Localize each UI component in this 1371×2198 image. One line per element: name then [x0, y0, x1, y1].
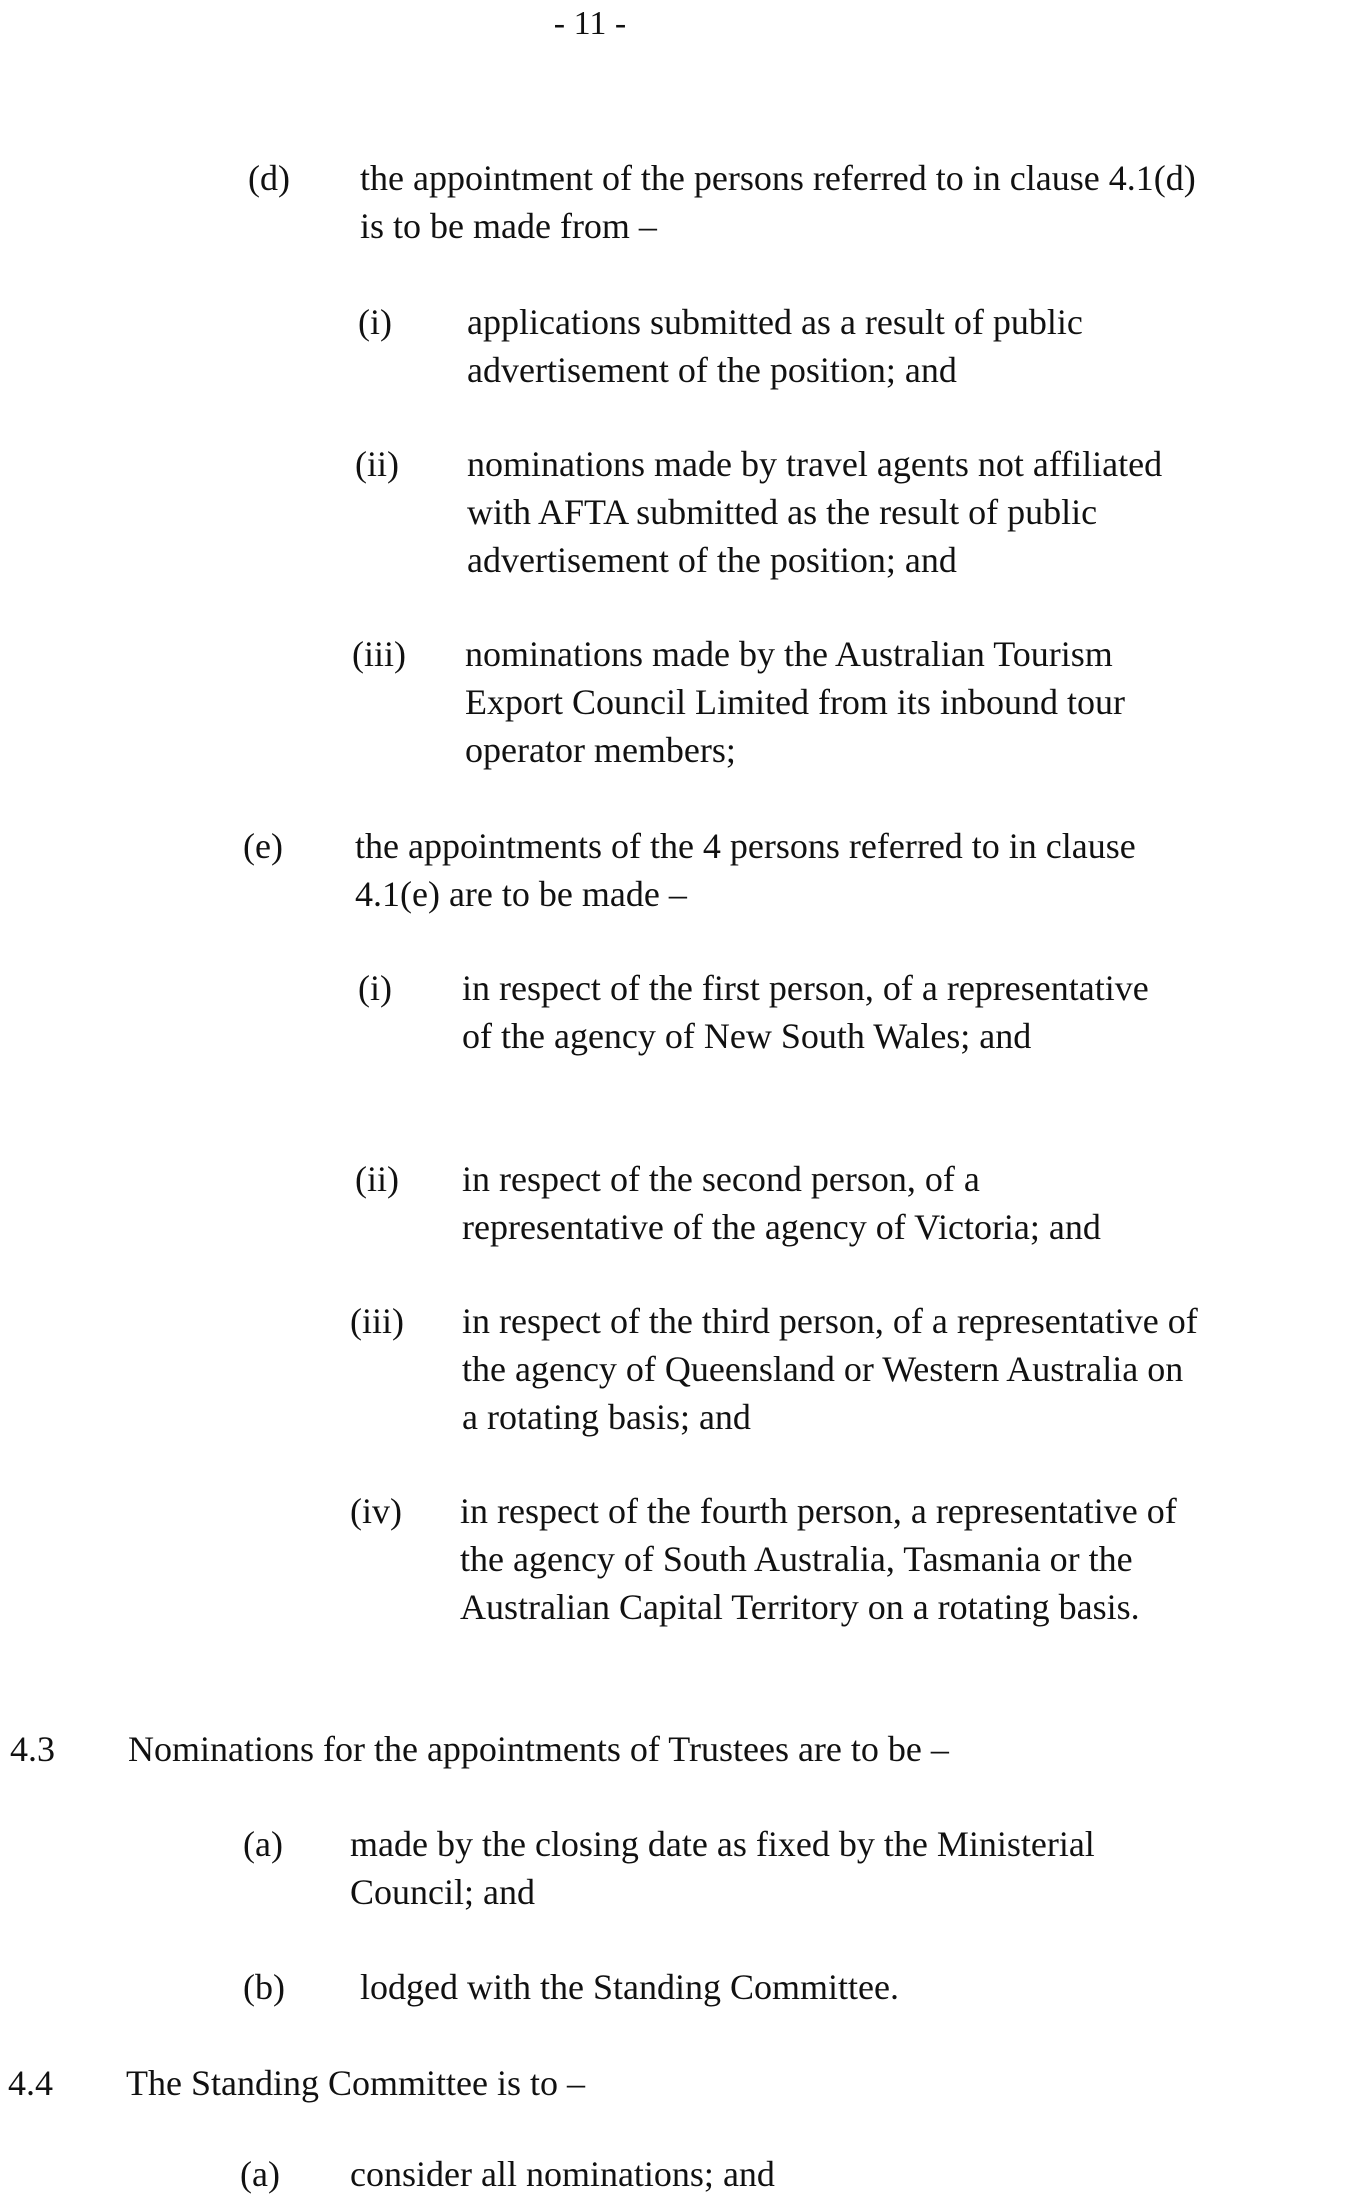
section-4-3-b-label: (b)	[243, 1967, 285, 2007]
section-4-3-text: Nominations for the appointments of Trustees are to be –	[128, 1729, 949, 1769]
clause-e-ii-label: (ii)	[355, 1159, 399, 1199]
clause-d-i-label: (i)	[358, 302, 392, 342]
section-4-3-a-text: made by the closing date as fixed by the Ministerial Council; and	[350, 1824, 1095, 1912]
section-4-4-a-text: consider all nominations; and	[350, 2154, 775, 2194]
clause-e-iii-text: in respect of the third person, of a representative of the agency of Queensland or Western Australia on a rotating basis; and	[462, 1301, 1198, 1437]
clause-e-iv-label: (iv)	[350, 1491, 402, 1531]
clause-e-text: the appointments of the 4 persons referred to in clause 4.1(e) are to be made –	[355, 826, 1136, 914]
clause-d-iii-label: (iii)	[352, 634, 406, 674]
section-4-4-text: The Standing Committee is to –	[126, 2063, 585, 2103]
section-4-4-a-label: (a)	[240, 2154, 280, 2194]
clause-d-text: the appointment of the persons referred to in clause 4.1(d) is to be made from –	[360, 158, 1196, 246]
section-4-3-number: 4.3	[10, 1729, 55, 1769]
clause-d-iii-text: nominations made by the Australian Tourism Export Council Limited from its inbound tour operator members;	[465, 634, 1125, 770]
section-4-3-a-label: (a)	[243, 1824, 283, 1864]
clause-d-i-text: applications submitted as a result of public advertisement of the position; and	[467, 302, 1083, 390]
clause-d-ii-label: (ii)	[355, 444, 399, 484]
page-number: - 11 -	[553, 5, 627, 42]
clause-e-ii-text: in respect of the second person, of a representative of the agency of Victoria; and	[462, 1159, 1101, 1247]
section-4-3-b-text: lodged with the Standing Committee.	[360, 1967, 899, 2007]
clause-d-ii-text: nominations made by travel agents not affiliated with AFTA submitted as the result of public advertisement of the position; and	[467, 444, 1163, 580]
clause-e-i-label: (i)	[358, 968, 392, 1008]
clause-e-iii-label: (iii)	[350, 1301, 404, 1341]
clause-e-iv-text: in respect of the fourth person, a representative of the agency of South Australia, Tasmania or the Australian Capital Territory on a rotating basis.	[460, 1491, 1177, 1627]
clause-d-label: (d)	[248, 158, 290, 198]
section-4-4-number: 4.4	[8, 2063, 53, 2103]
clause-e-label: (e)	[243, 826, 283, 866]
clause-e-i-text: in respect of the first person, of a representative of the agency of New South Wales; and	[462, 968, 1149, 1056]
